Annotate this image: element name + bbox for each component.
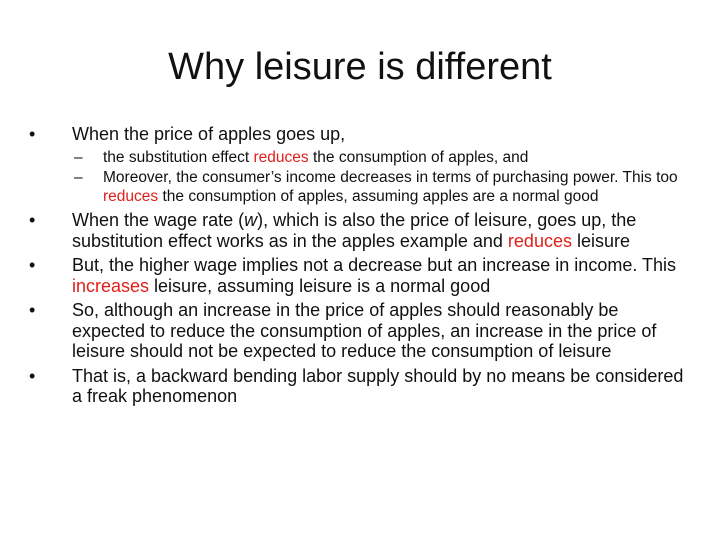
bullet-marker: • [29,365,36,386]
bullet-list [27,124,687,411]
bullet-text [72,210,687,251]
text-run: But, the higher wage implies not a decrease but an increase in income. This [72,255,677,275]
sub-bullet-text [103,149,687,168]
text-run: ), which is also the price of leisure, goes up, the substitution effect works as in the apples example and [72,210,637,251]
text-run: When the wage rate ( [72,210,245,230]
bullet-item [27,255,687,296]
bullet-marker: • [29,255,36,275]
sub-bullet-item [72,169,687,206]
highlight-word: increases [72,275,150,296]
highlight-word: reduces [507,230,572,251]
bullet-item [27,210,687,251]
text-run: leisure [571,230,630,251]
bullet-text: When the price of apples goes up, [72,124,346,144]
sub-bullet-item [72,149,687,168]
bullet-item [27,124,687,145]
slide-title: Why leisure is different [168,46,552,88]
text-run: the consumption of apples, and [308,148,529,166]
highlight-word: reduces [253,148,309,166]
text-run: the consumption of apples, assuming apples are a normal good [158,187,599,205]
highlight-word: reduces [103,187,159,205]
bullet-marker: • [29,300,36,320]
text-run: leisure, assuming leisure is a normal good [149,275,491,296]
bullet-text: That is, a backward bending labor supply should by no means be considered a freak phenomenon [72,365,684,406]
sub-bullet-text [103,169,687,206]
bullet-item [27,300,687,362]
sub-bullet-marker: – [74,148,83,166]
bullet-item [27,366,687,407]
bullet-text [72,255,687,296]
bullet-marker: • [29,210,36,230]
text-run: the substitution effect [103,148,254,166]
italic-symbol: w [244,210,258,230]
bullet-marker: • [29,124,36,144]
sub-bullet-marker: – [74,169,83,186]
bullet-text: So, although an increase in the price of apples should reasonably be expected to reduce the consumption of apples, an increase in the price of leisure should not be expected to reduce the consumption of leisure [72,300,657,361]
text-run: Moreover, the consumer’s income decreases in terms of purchasing power. This too [103,169,678,186]
